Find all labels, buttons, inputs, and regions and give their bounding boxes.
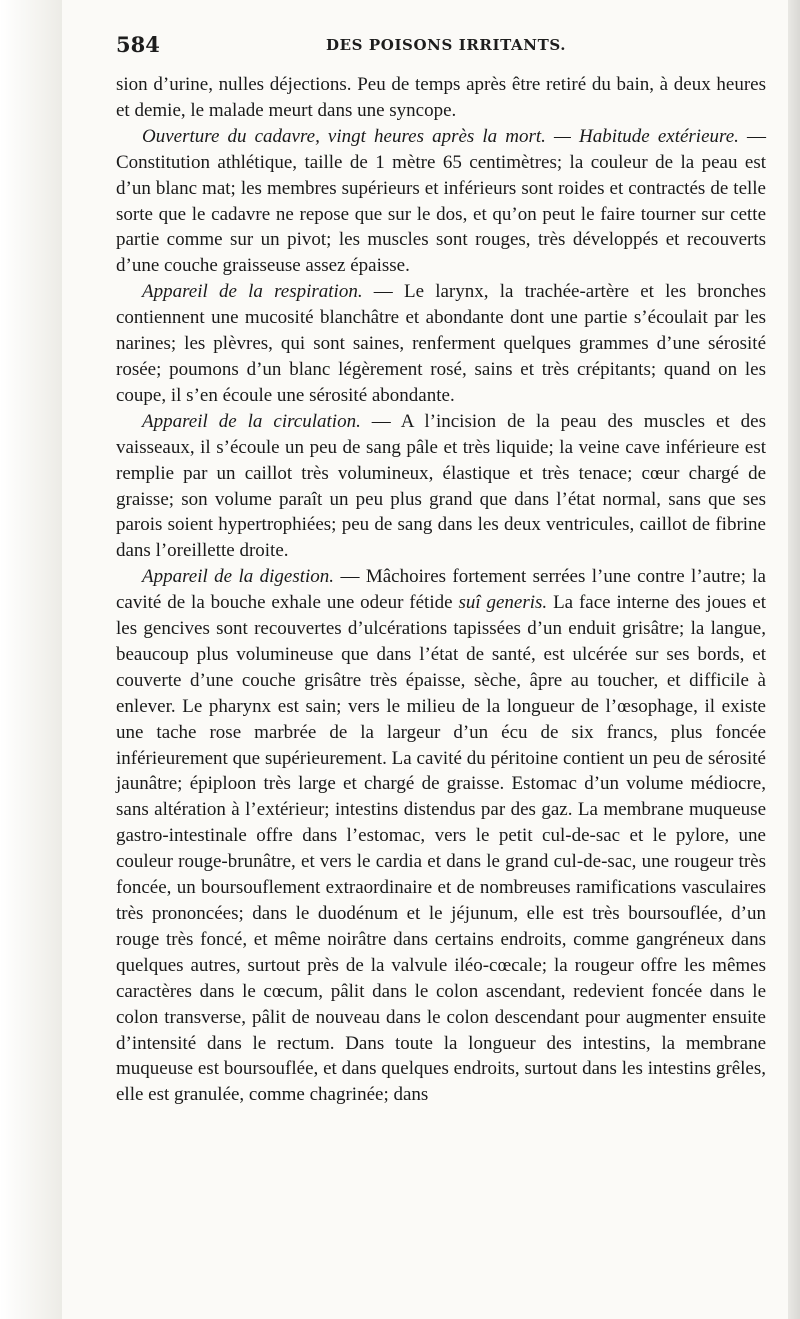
section-heading: Ouverture du cadavre, vingt heures après la mort. — Habitude extérieure. <box>142 125 739 147</box>
page-edge-shadow <box>788 0 800 1319</box>
paragraph-text: — Constitution athlétique, taille de 1 mètre 65 centimètres; la couleur de la peau est d’un blanc mat; les membres supérieurs et inférieurs sont roides et contractés de telle sorte que le cadavre ne repose que sur le dos, et qu’on peut le faire tourner sur cette partie comme sur un pivot; les muscles sont rouges, très développés et recouverts d’une couche graisseuse assez épaisse. <box>116 125 766 277</box>
page-gutter-shadow <box>0 0 62 1319</box>
page-header <box>116 32 766 60</box>
body-text <box>116 72 766 1108</box>
paragraph-autopsy-exterior <box>116 124 766 279</box>
paragraph-text: La face interne des joues et les gencives sont recouvertes d’ulcérations tapissées d’un enduit grisâtre; la langue, beaucoup plus volumineuse que dans l’état de santé, est ulcérée sur ses bords, et couverte d’une couche grisâtre très épaisse, sèche, âpre au toucher, et difficile à enlever. Le pharynx est sain; vers le milieu de la longueur de l’œsophage, il existe une tache rose marbrée de la largeur d’un écu de six francs, plus foncée inférieurement que supérieurement. La cavité du péritoine contient un peu de sérosité jaunâtre; épiploon très large et chargé de graisse. Estomac d’un volume médiocre, sans altération à l’extérieur; intestins distendus par des gaz. La membrane muqueuse gastro-intestinale offre dans l’estomac, vers le petit cul-de-sac et le pylore, une couleur rouge-brunâtre, et vers le cardia et dans le grand cul-de-sac, une rougeur très foncée, un boursouflement extraordinaire et de nombreuses ramifications vasculaires très prononcées; dans le duodénum et le jéjunum, elle est très boursouflée, d’un rouge très foncé, et même noirâtre dans certains endroits, comme gangréneux dans quelques autres, surtout près de la valvule iléo-cœcale; la rougeur offre les mêmes caractères dans le cœcum, pâlit dans le colon ascendant, redevient foncée dans le colon transverse, pâlit de nouveau dans le colon descendant pour augmenter ensuite d’intensité dans le rectum. Dans toute la longueur des intestins, la membrane muqueuse est boursouflée, et dans quelques endroits, surtout dans les intestins grêles, elle est granulée, comme chagrinée; dans <box>116 592 767 1106</box>
section-heading: Appareil de la circulation. <box>142 410 361 432</box>
paragraph-continuation <box>116 72 766 124</box>
paragraph-text: — Le larynx, la trachée-artère et les bronches contiennent une mucosité blanchâtre et abondante dont une partie s’écoulait par les narines; les plèvres, qui sont saines, renferment quelques grammes d’une sérosité rosée; poumons d’un blanc légèrement rosé, sains et très crépitants; quand on les coupe, il s’en écoule une sérosité abondante. <box>116 281 767 406</box>
paragraph-text: sion d’urine, nulles déjections. Peu de temps après être retiré du bain, à deux heures et demie, le malade meurt dans une syncope. <box>116 74 766 121</box>
latin-emphasis: suî generis. <box>458 592 548 614</box>
paragraph-digestion <box>116 564 766 1108</box>
paragraph-circulation <box>116 409 766 564</box>
paragraph-text: — A l’incision de la peau des muscles et des vaisseaux, il s’écoule un peu de sang pâle et très liquide; la veine cave inférieure est remplie par un caillot très volumineux, élastique et très tenace; cœur chargé de graisse; son volume paraît un peu plus grand que dans l’état normal, sans que ses parois soient hypertrophiées; peu de sang dans les deux ventricules, caillot de fibrine dans l’oreillette droite. <box>116 410 766 562</box>
paragraph-text: — Mâchoires fortement serrées l’une contre l’autre; la cavité de la bouche exhale une odeur fétide <box>116 566 766 614</box>
section-heading: Appareil de la digestion. <box>142 566 335 588</box>
section-heading: Appareil de la respiration. <box>142 281 363 303</box>
running-title: DES POISONS IRRITANTS. <box>326 36 567 54</box>
paragraph-respiration <box>116 279 766 409</box>
page-number: 584 <box>116 32 160 57</box>
